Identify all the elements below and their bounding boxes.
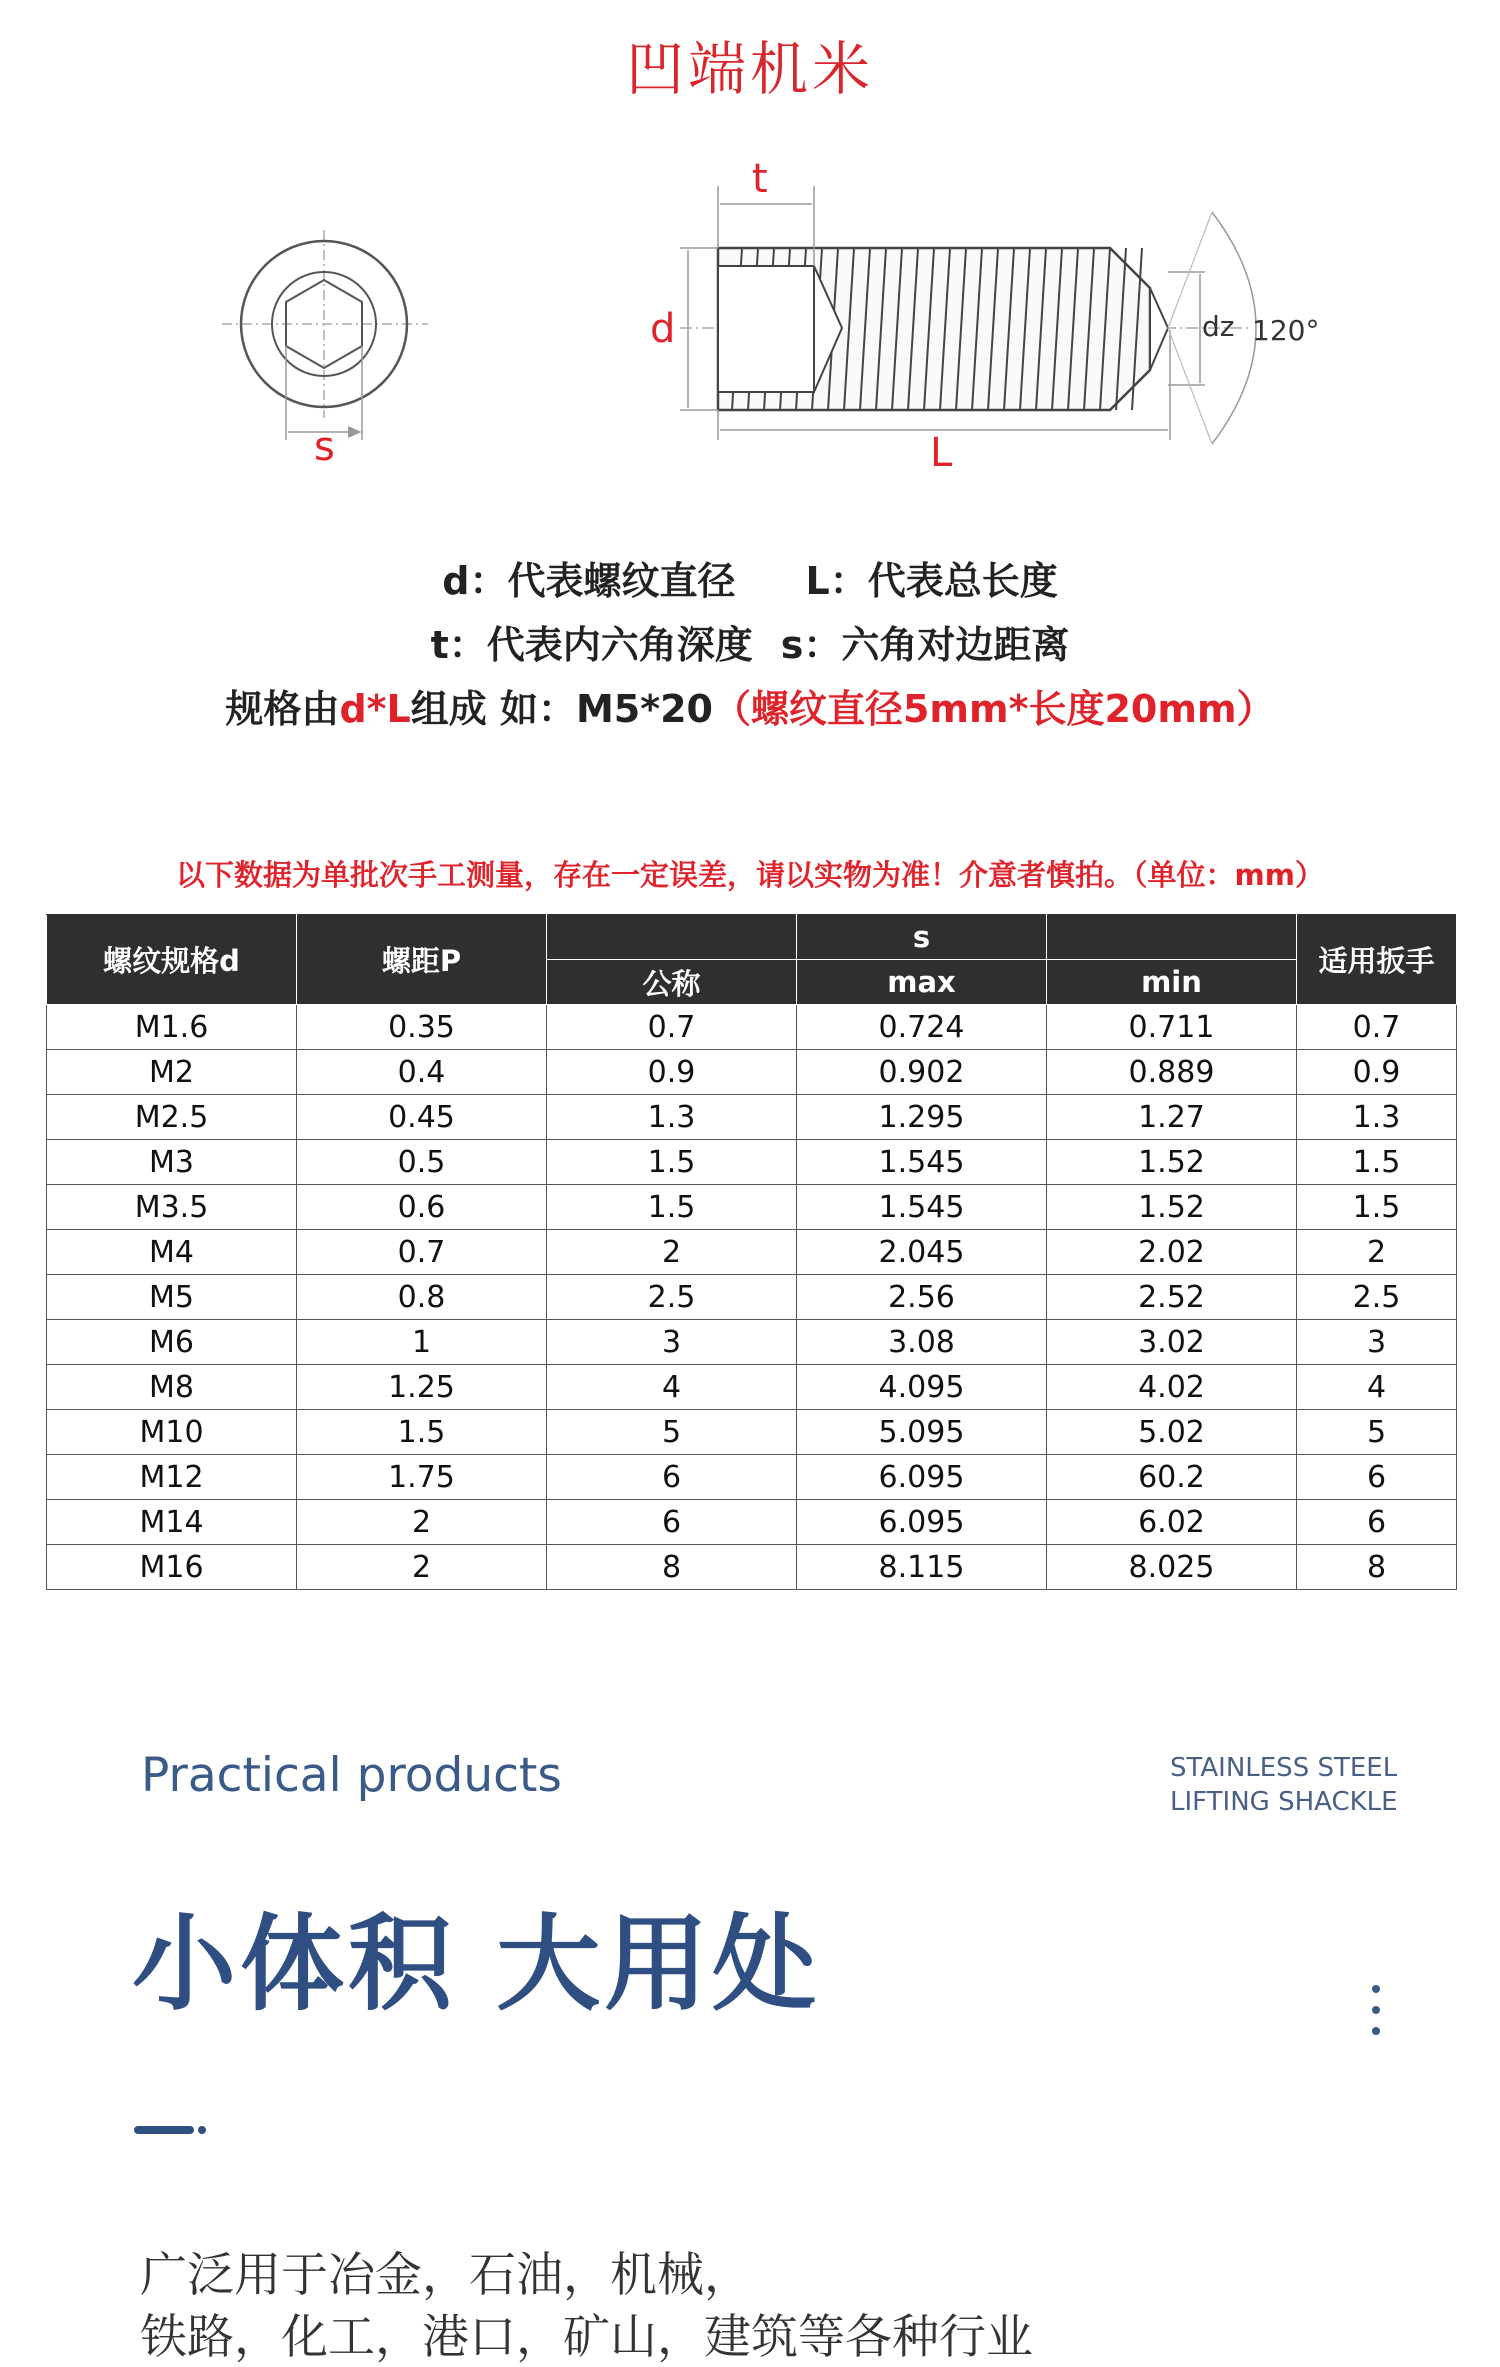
table-row (47, 1230, 1457, 1275)
table-row (47, 1320, 1457, 1365)
spec-table (46, 914, 1457, 1590)
usage-description-line-2: 铁路，化工，港口，矿山，建筑等各种行业 (140, 2310, 1033, 2365)
legend-L: L：代表总长度 (805, 559, 1058, 603)
table-row (47, 1275, 1457, 1320)
cell-s-max: 2.56 (797, 1275, 1047, 1320)
cell-wrench: 6 (1297, 1455, 1457, 1500)
cell-wrench: 8 (1297, 1545, 1457, 1590)
cell-thread-spec: M3.5 (47, 1185, 297, 1230)
cell-thread-spec: M2 (47, 1050, 297, 1095)
table-row (47, 1365, 1457, 1410)
tagline-line-2: LIFTING SHACKLE (1170, 1787, 1398, 1817)
cell-pitch: 0.45 (297, 1095, 547, 1140)
cell-thread-spec: M6 (47, 1320, 297, 1365)
cell-wrench: 1.5 (1297, 1140, 1457, 1185)
cell-wrench: 3 (1297, 1320, 1457, 1365)
cell-pitch: 2 (297, 1545, 547, 1590)
legend-d: d：代表螺纹直径 (442, 559, 736, 603)
cell-thread-spec: M10 (47, 1410, 297, 1455)
table-row (47, 1185, 1457, 1230)
cell-pitch: 0.8 (297, 1275, 547, 1320)
side-view (680, 186, 1256, 444)
cell-s-min: 2.02 (1047, 1230, 1297, 1275)
cell-s-max: 2.045 (797, 1230, 1047, 1275)
cell-wrench: 2 (1297, 1230, 1457, 1275)
legend-t: t：代表内六角深度 (430, 623, 753, 667)
header-min: min (1047, 960, 1297, 1005)
cell-s-min: 1.27 (1047, 1095, 1297, 1140)
slogan: 小体积 大用处 (132, 1903, 821, 2025)
header-thread-spec: 螺纹规格d (47, 915, 297, 1005)
cell-pitch: 1 (297, 1320, 547, 1365)
legend-line-2 (0, 614, 1500, 669)
diagram-label-angle: 120° (1252, 314, 1320, 347)
cell-s-nominal: 0.9 (547, 1050, 797, 1095)
stainless-tagline (1170, 1751, 1398, 1819)
legend-example-note: （螺纹直径5mm*长度20mm） (712, 687, 1275, 731)
page-title: 凹端机米 (625, 35, 874, 103)
practical-products-title: Practical products (141, 1748, 562, 1803)
cell-s-min: 1.52 (1047, 1185, 1297, 1230)
legend-prefix: 规格由 (225, 687, 340, 731)
accent-dash (134, 2126, 194, 2134)
cell-s-nominal: 2 (547, 1230, 797, 1275)
cell-s-max: 5.095 (797, 1410, 1047, 1455)
cell-s-max: 0.724 (797, 1005, 1047, 1050)
legend-s: s：六角对边距离 (780, 623, 1070, 667)
cell-pitch: 0.5 (297, 1140, 547, 1185)
cell-pitch: 1.75 (297, 1455, 547, 1500)
header-blank-left (547, 915, 797, 960)
cell-s-nominal: 1.5 (547, 1140, 797, 1185)
table-row (47, 1455, 1457, 1500)
cell-s-min: 8.025 (1047, 1545, 1297, 1590)
more-dots-icon (1372, 1985, 1382, 2048)
cell-thread-spec: M2.5 (47, 1095, 297, 1140)
cell-s-min: 60.2 (1047, 1455, 1297, 1500)
cell-thread-spec: M12 (47, 1455, 297, 1500)
accent-dot (198, 2126, 206, 2134)
cell-wrench: 1.5 (1297, 1185, 1457, 1230)
cell-thread-spec: M8 (47, 1365, 297, 1410)
legend-line-1 (0, 550, 1500, 605)
cell-s-min: 5.02 (1047, 1410, 1297, 1455)
diagram-label-s: s (314, 424, 335, 470)
cell-s-max: 6.095 (797, 1455, 1047, 1500)
diagram-label-d: d (650, 306, 676, 352)
cell-pitch: 0.4 (297, 1050, 547, 1095)
header-max: max (797, 960, 1047, 1005)
table-row (47, 1500, 1457, 1545)
diagram-label-L: L (930, 430, 953, 476)
table-row (47, 1545, 1457, 1590)
header-pitch: 螺距P (297, 915, 547, 1005)
cell-s-min: 0.711 (1047, 1005, 1297, 1050)
header-s-group: s (797, 915, 1047, 960)
legend-line-3 (0, 678, 1500, 733)
diagram-label-dz: dz (1202, 310, 1235, 343)
cell-wrench: 6 (1297, 1500, 1457, 1545)
cell-wrench: 0.9 (1297, 1050, 1457, 1095)
cell-s-max: 4.095 (797, 1365, 1047, 1410)
cell-s-min: 3.02 (1047, 1320, 1297, 1365)
cell-pitch: 0.6 (297, 1185, 547, 1230)
cell-s-max: 1.545 (797, 1185, 1047, 1230)
cell-s-max: 1.295 (797, 1095, 1047, 1140)
cell-s-min: 4.02 (1047, 1365, 1297, 1410)
cell-pitch: 1.5 (297, 1410, 547, 1455)
table-row (47, 1140, 1457, 1185)
cell-s-nominal: 6 (547, 1500, 797, 1545)
header-blank-right (1047, 915, 1297, 960)
cell-s-min: 2.52 (1047, 1275, 1297, 1320)
tagline-line-1: STAINLESS STEEL (1170, 1753, 1398, 1783)
header-nominal: 公称 (547, 960, 797, 1005)
cell-s-max: 3.08 (797, 1320, 1047, 1365)
cell-s-nominal: 1.3 (547, 1095, 797, 1140)
usage-description-line-1: 广泛用于冶金，石油，机械， (140, 2248, 751, 2303)
cell-pitch: 0.35 (297, 1005, 547, 1050)
cell-s-max: 0.902 (797, 1050, 1047, 1095)
cell-thread-spec: M4 (47, 1230, 297, 1275)
cell-s-max: 6.095 (797, 1500, 1047, 1545)
table-row (47, 1050, 1457, 1095)
cell-s-nominal: 0.7 (547, 1005, 797, 1050)
table-row (47, 1410, 1457, 1455)
cell-pitch: 0.7 (297, 1230, 547, 1275)
cell-s-min: 1.52 (1047, 1140, 1297, 1185)
cell-s-min: 0.889 (1047, 1050, 1297, 1095)
cell-thread-spec: M14 (47, 1500, 297, 1545)
table-row (47, 1005, 1457, 1050)
cell-wrench: 1.3 (1297, 1095, 1457, 1140)
cell-wrench: 2.5 (1297, 1275, 1457, 1320)
cell-s-nominal: 6 (547, 1455, 797, 1500)
legend-dl: d*L (339, 687, 411, 731)
cell-s-nominal: 1.5 (547, 1185, 797, 1230)
cell-thread-spec: M1.6 (47, 1005, 297, 1050)
cell-pitch: 1.25 (297, 1365, 547, 1410)
cell-wrench: 5 (1297, 1410, 1457, 1455)
screw-diagram (0, 140, 1500, 480)
cell-s-max: 8.115 (797, 1545, 1047, 1590)
cell-s-nominal: 4 (547, 1365, 797, 1410)
cell-s-nominal: 5 (547, 1410, 797, 1455)
cell-thread-spec: M5 (47, 1275, 297, 1320)
table-row (47, 1095, 1457, 1140)
cell-s-max: 1.545 (797, 1140, 1047, 1185)
cell-pitch: 2 (297, 1500, 547, 1545)
cell-thread-spec: M3 (47, 1140, 297, 1185)
cell-wrench: 4 (1297, 1365, 1457, 1410)
cell-s-nominal: 2.5 (547, 1275, 797, 1320)
end-view (222, 230, 428, 440)
legend-example: 组成 如：M5*20 (410, 687, 713, 731)
header-wrench: 适用扳手 (1297, 915, 1457, 1005)
measurement-notice: 以下数据为单批次手工测量，存在一定误差，请以实物为准！介意者慎拍。（单位：mm） (176, 858, 1324, 892)
cell-s-nominal: 3 (547, 1320, 797, 1365)
diagram-label-t: t (752, 156, 768, 202)
cell-thread-spec: M16 (47, 1545, 297, 1590)
cell-s-min: 6.02 (1047, 1500, 1297, 1545)
cell-s-nominal: 8 (547, 1545, 797, 1590)
cell-wrench: 0.7 (1297, 1005, 1457, 1050)
